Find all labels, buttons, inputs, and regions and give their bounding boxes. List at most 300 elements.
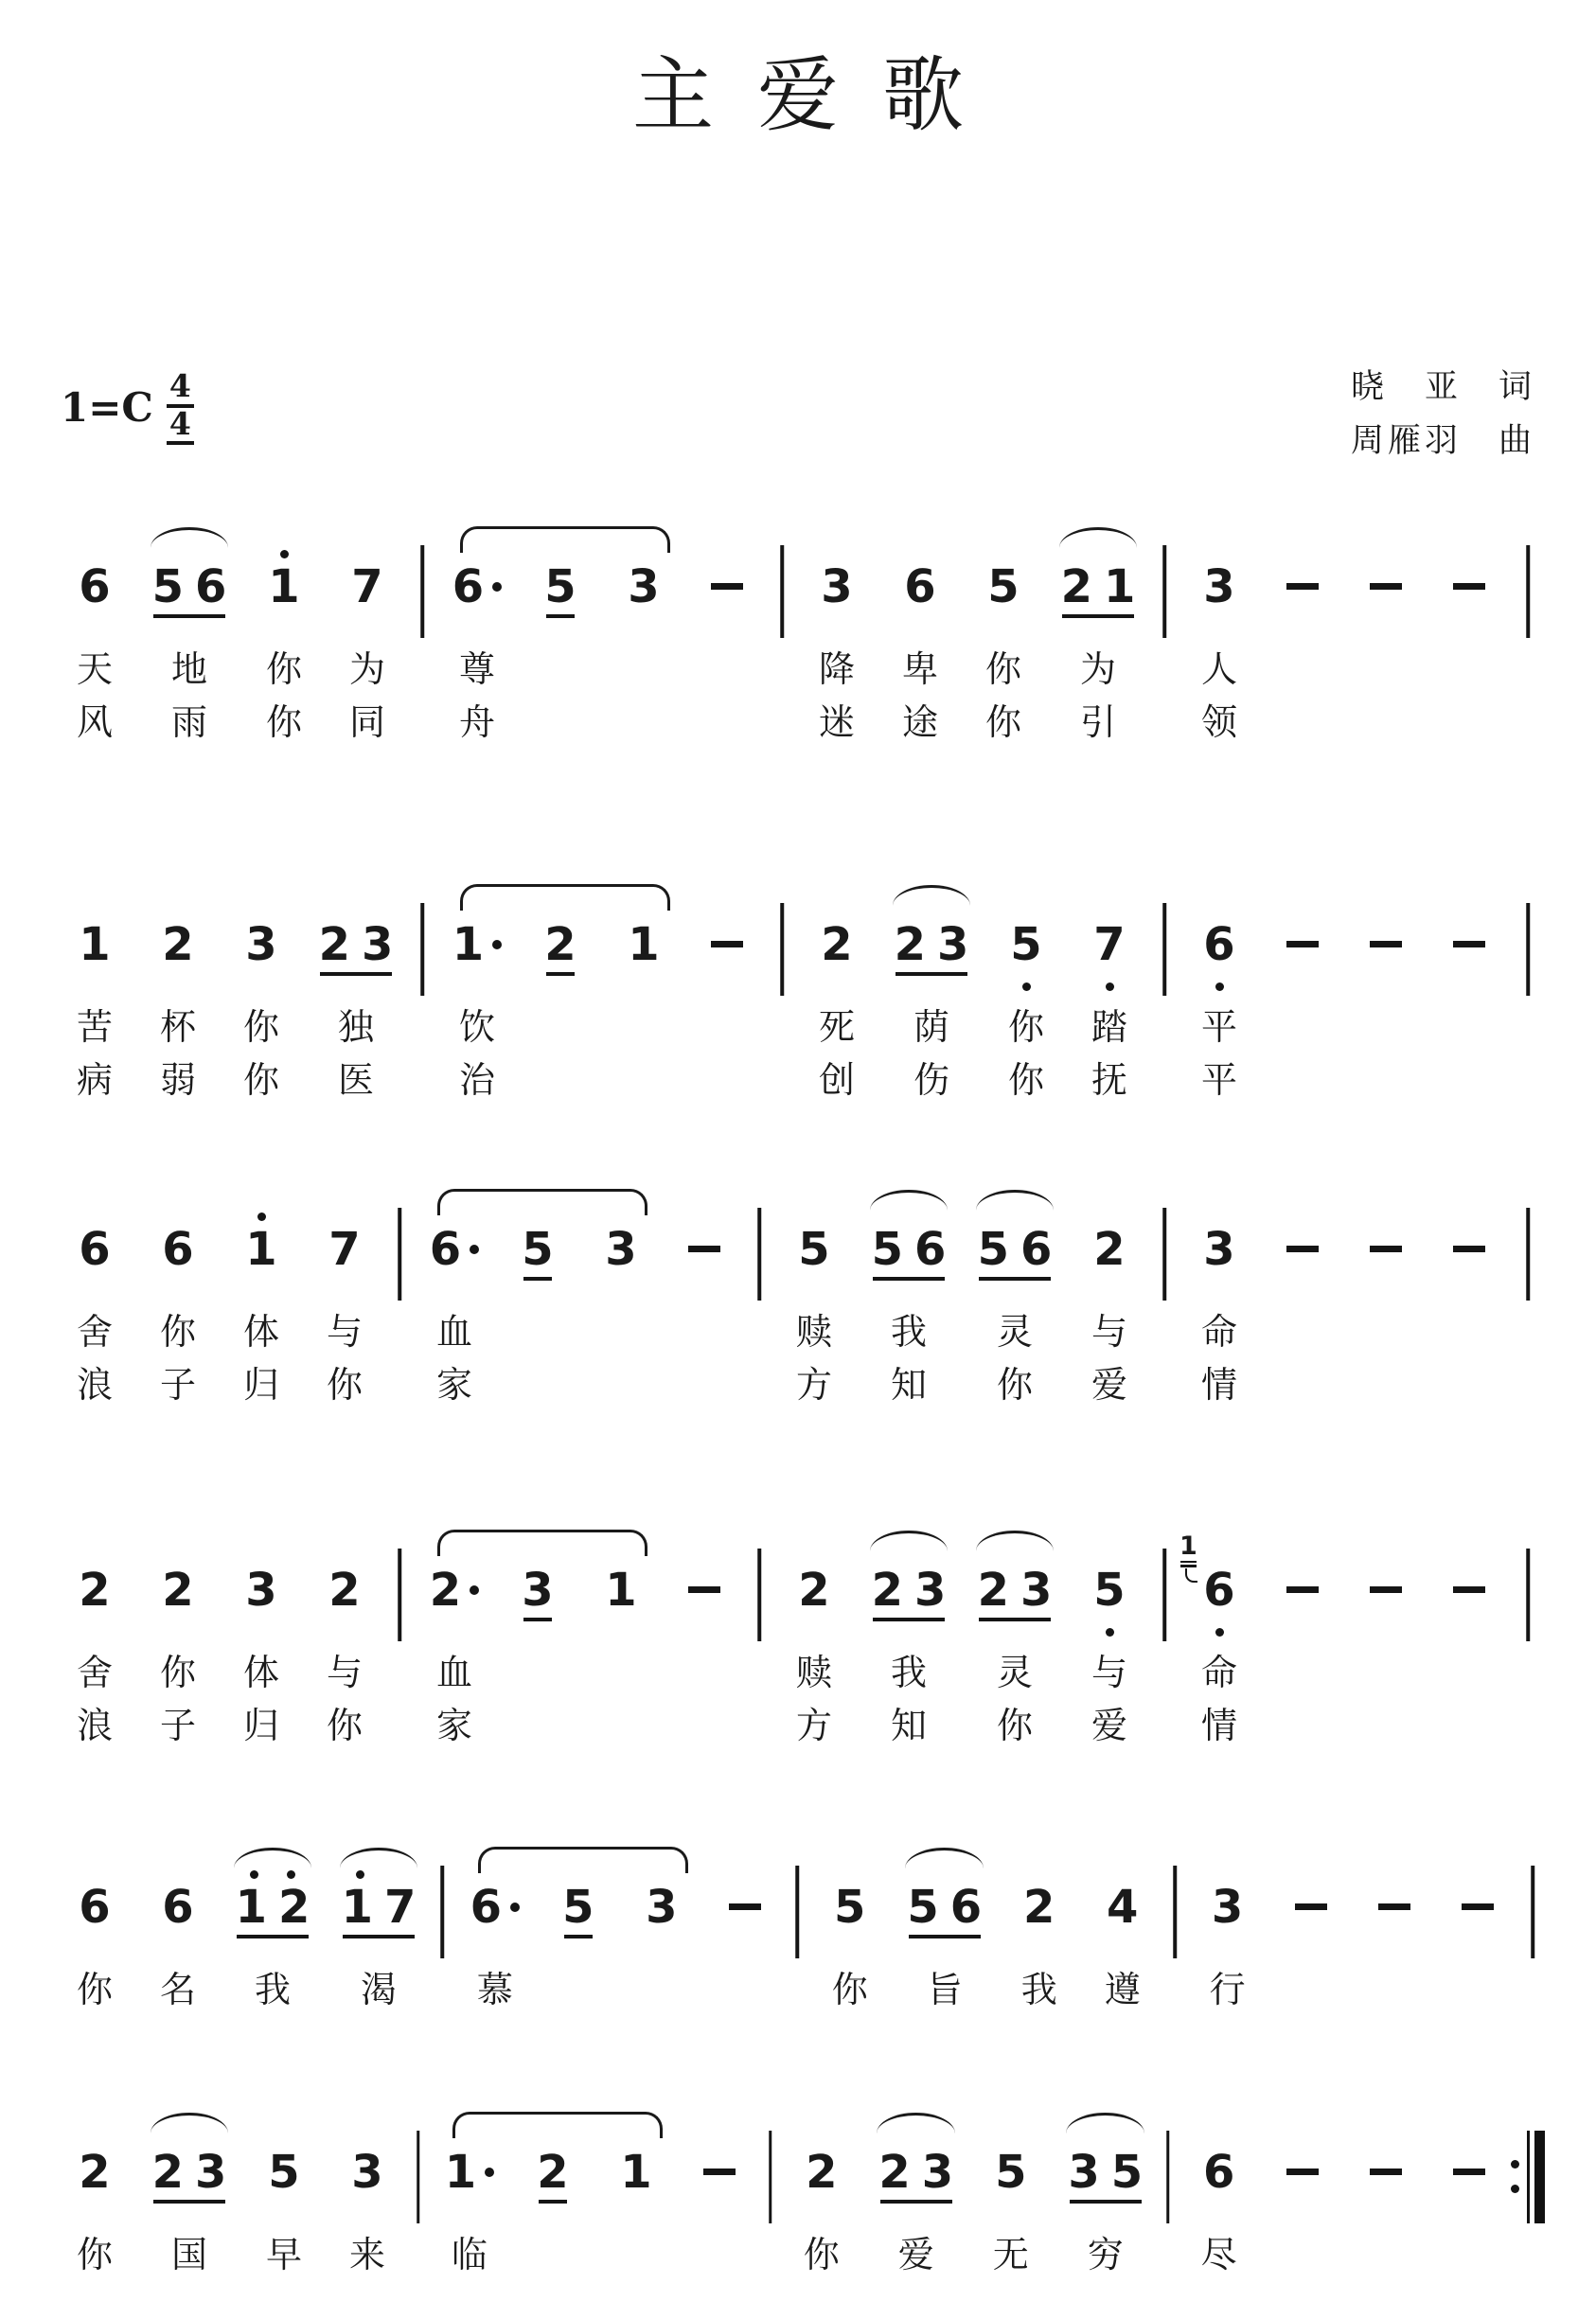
note-digit: 3 [1203, 559, 1235, 613]
lyric-char: 归 [242, 1705, 279, 1747]
note-group [856, 1189, 962, 1408]
lyric-char: 家 [435, 1705, 472, 1747]
lyric-char: 遵 [1104, 1969, 1141, 2011]
duration-dash [1462, 1903, 1494, 1910]
note-area [1428, 1189, 1511, 1302]
repeat-dot [1511, 2160, 1519, 2169]
note-digit: 1 [79, 917, 111, 971]
note-digit: 2 [328, 1563, 361, 1617]
lyric-char: 灵 [996, 1652, 1033, 1694]
lyric-char: 你 [831, 1969, 868, 2011]
note [242, 526, 326, 746]
lyric-char: 血 [435, 1311, 472, 1354]
note [984, 884, 1068, 1104]
lyric-char [496, 1355, 579, 1408]
thick-barline [1534, 2131, 1545, 2223]
note-digit: 5 [995, 2145, 1027, 2199]
note-digit: 1 [245, 1222, 277, 1276]
lyric-char: 途 [901, 701, 938, 744]
note-digit: 6 [429, 1222, 462, 1276]
slur [893, 885, 971, 906]
lyric-char [678, 2225, 761, 2278]
lyric-char: 你 [996, 1705, 1033, 1747]
duration-dash [1286, 1586, 1319, 1593]
lyric-char [1428, 1643, 1511, 1696]
duration-dash [729, 1903, 761, 1910]
augmentation-dot [470, 1245, 479, 1254]
note-digit: 2 [894, 917, 926, 971]
end-barline-cell [1511, 884, 1545, 1104]
note-digit: 6 [79, 1222, 111, 1276]
note-digit: 1 [444, 2145, 477, 2199]
duration-dash [711, 941, 743, 947]
lyric-char: 治 [458, 1059, 495, 1102]
note-area [1261, 1530, 1344, 1643]
barline [1526, 1549, 1530, 1641]
barline [1173, 1866, 1177, 1958]
note-digit: 1 [452, 917, 485, 971]
beam-line [237, 1935, 309, 1938]
lyric-char: 与 [1091, 1311, 1127, 1354]
note [496, 1189, 579, 1408]
note-area [1261, 884, 1344, 998]
duration-dash-cell [1428, 1530, 1511, 1749]
note-area [1178, 1530, 1261, 1643]
lyric-char [1344, 1643, 1428, 1696]
lyric-char: 我 [890, 1311, 927, 1354]
note-group [220, 1847, 326, 2013]
lyric-char [432, 1960, 453, 2013]
note-area [1151, 526, 1178, 640]
note-digit: 6 [904, 559, 936, 613]
note-area [136, 1530, 220, 1643]
lyric-char: 无 [992, 2234, 1029, 2276]
barline [398, 1549, 401, 1641]
beam-line [1070, 2200, 1142, 2204]
lyric-char: 早 [265, 2234, 302, 2276]
note-digit: 3 [605, 1222, 637, 1276]
lyric-char [1344, 1302, 1428, 1355]
note-digit: 6 [470, 1880, 503, 1934]
music-line [49, 526, 1547, 746]
lyric-char [1344, 2225, 1428, 2278]
composer-credit: 周雁羽 曲 [1350, 421, 1535, 460]
slur [1059, 527, 1138, 548]
lyric-char [602, 1051, 685, 1104]
duration-dash-cell [1428, 2112, 1511, 2278]
beam-line [343, 1935, 415, 1938]
lyric-char [1428, 1051, 1511, 1104]
note-digit: 2 [278, 1880, 310, 1934]
slur [437, 1189, 647, 1215]
measure [1186, 1847, 1519, 2013]
note-area [746, 1530, 772, 1643]
measure [772, 1189, 1151, 1408]
octave-dot [287, 1870, 295, 1879]
lyric-char: 我 [254, 1969, 291, 2011]
lyric-char [746, 1355, 772, 1408]
lyric-char [746, 1696, 772, 1749]
lyric-char: 赎 [795, 1652, 832, 1694]
duration-dash [1370, 583, 1402, 590]
measure [453, 1847, 787, 2013]
note-group [892, 1847, 998, 2013]
note-digit: 3 [921, 2145, 954, 2199]
octave-dot [250, 1870, 258, 1879]
beam-line [896, 972, 967, 976]
barline [441, 1866, 445, 1958]
lyric-char [1164, 1960, 1186, 2013]
note-digit: 3 [245, 917, 277, 971]
note-area [1151, 1189, 1178, 1302]
barline [769, 2131, 772, 2223]
lyric-char [579, 1643, 663, 1696]
note-digit: 6 [1202, 2145, 1235, 2199]
duration-dash-cell [1261, 2112, 1344, 2278]
lyric-char: 体 [242, 1652, 279, 1694]
slur [870, 1531, 949, 1551]
lyric-char [685, 1051, 769, 1104]
note-area [772, 1189, 856, 1302]
note-area [386, 1530, 413, 1643]
duration-dash [1370, 1586, 1402, 1593]
beam-line [1062, 614, 1134, 618]
lyric-char [1428, 1302, 1511, 1355]
note-area [1269, 1847, 1353, 1960]
note-area [1344, 1189, 1428, 1302]
lyric-char: 家 [435, 1364, 472, 1407]
lyric-char: 天 [76, 648, 113, 691]
lyric-char: 赎 [795, 1311, 832, 1354]
note-area [136, 2112, 242, 2225]
lyric-char: 情 [1200, 1364, 1237, 1407]
note [303, 1530, 386, 1749]
lyric-char: 慕 [476, 1969, 513, 2011]
lyric-char: 舍 [76, 1652, 113, 1694]
barline [757, 1549, 761, 1641]
lyric-char: 弱 [159, 1059, 196, 1102]
note-area [878, 526, 962, 640]
lyric-char [769, 640, 795, 693]
end-barline-cell [1519, 1847, 1547, 2013]
lyric-char: 你 [984, 648, 1021, 691]
lyric-char: 雨 [170, 701, 207, 744]
lyric-char: 病 [76, 1059, 113, 1102]
octave-dot [1022, 982, 1031, 991]
note-digit: 3 [362, 917, 394, 971]
measure [53, 526, 409, 746]
lyric-char: 你 [159, 1311, 196, 1354]
note-area [1261, 526, 1344, 640]
note [413, 1189, 496, 1408]
note-area [984, 884, 1068, 998]
lyric-char: 苦 [76, 1006, 113, 1049]
note-digit: 5 [522, 1222, 554, 1276]
slur [877, 2113, 955, 2133]
lyric-char [519, 693, 602, 746]
note [602, 526, 685, 746]
barline [1166, 2131, 1170, 2223]
note-area [1186, 1847, 1269, 1960]
note-group [303, 884, 409, 1104]
note [496, 1530, 579, 1749]
note-area [808, 1847, 892, 1960]
octave-dot [1215, 1628, 1224, 1637]
note-digit: 6 [1020, 1222, 1053, 1276]
note-digit: 2 [151, 2145, 184, 2199]
augmentation-dot [492, 582, 502, 592]
lyric-char [1151, 998, 1178, 1051]
lyric-char [519, 1051, 602, 1104]
lyric-char [409, 2225, 428, 2278]
note-group [878, 884, 984, 1104]
beam-line [564, 1935, 593, 1938]
note-digit: 6 [162, 1880, 194, 1934]
note-area [1511, 884, 1545, 998]
note [136, 1530, 220, 1749]
lyric-char [746, 1302, 772, 1355]
lyric-char: 临 [451, 2234, 488, 2276]
lyric-char: 命 [1200, 1652, 1237, 1694]
note-area [53, 1847, 136, 1960]
note-area [998, 1847, 1081, 1960]
slur [1066, 2113, 1144, 2133]
slur [460, 526, 670, 553]
note [220, 1530, 303, 1749]
lyric-char [1261, 1302, 1344, 1355]
barline-cell [769, 884, 795, 1104]
duration-dash [1286, 1246, 1319, 1252]
note-area [136, 1847, 220, 1960]
note [53, 1530, 136, 1749]
note-digit: 3 [914, 1563, 947, 1617]
measure [808, 1847, 1164, 2013]
note-group [1045, 526, 1151, 746]
duration-dash-cell [1261, 1189, 1344, 1408]
note [435, 526, 519, 746]
barline [1526, 1208, 1530, 1301]
note-digit: 2 [429, 1563, 462, 1617]
lyric-char: 你 [1007, 1006, 1044, 1049]
note-digit: 2 [1023, 1880, 1055, 1934]
note [53, 1847, 136, 2013]
note-area [136, 526, 242, 640]
lyric-char: 你 [242, 1006, 279, 1049]
note-area [1436, 1847, 1519, 1960]
note [1178, 2112, 1261, 2278]
measure [1178, 526, 1511, 746]
note-digit: 7 [351, 559, 383, 613]
note-area [220, 884, 303, 998]
barline-cell [1151, 884, 1178, 1104]
lyric-char: 名 [159, 1969, 196, 2011]
lyric-char [1261, 693, 1344, 746]
lyric-char [579, 1696, 663, 1749]
note [136, 884, 220, 1104]
note-digit: 5 [151, 559, 184, 613]
note [1178, 1189, 1261, 1408]
lyric-char [496, 1302, 579, 1355]
slur [437, 1530, 647, 1556]
note-digit: 3 [821, 559, 853, 613]
note-digit: 6 [79, 1880, 111, 1934]
lyric-char [1428, 1355, 1511, 1408]
lyric-char [579, 1302, 663, 1355]
lyric-char: 领 [1200, 701, 1237, 744]
lyric-char [685, 998, 769, 1051]
lyric-char: 降 [818, 648, 855, 691]
lyric-char: 平 [1200, 1006, 1237, 1049]
note-area [962, 1189, 1068, 1302]
lyric-char: 你 [1007, 1059, 1044, 1102]
note-digit: 5 [544, 559, 576, 613]
barline [1532, 1866, 1535, 1958]
lyric-char: 爱 [1091, 1705, 1127, 1747]
lyric-char [1428, 1696, 1511, 1749]
barline [780, 545, 784, 638]
lyric-char [1511, 998, 1545, 1051]
slur [151, 2113, 229, 2133]
slur [905, 1848, 984, 1868]
note [519, 884, 602, 1104]
barline-cell [1151, 1189, 1178, 1408]
note [579, 1530, 663, 1749]
note [1068, 1530, 1151, 1749]
lyric-char [1151, 693, 1178, 746]
octave-dot [280, 550, 289, 558]
song-title: 主爱歌 [632, 48, 1007, 143]
note-digit: 7 [328, 1222, 361, 1276]
measure [795, 526, 1151, 746]
note-area [1511, 2112, 1547, 2225]
note-digit: 3 [1211, 1880, 1244, 1934]
note-area [863, 2112, 969, 2225]
note [1068, 884, 1151, 1104]
lyric-char: 你 [996, 1364, 1033, 1407]
octave-dot [1215, 982, 1224, 991]
note-area [220, 1847, 326, 1960]
lyric-char: 尽 [1200, 2234, 1237, 2276]
note [1178, 1530, 1261, 1749]
note-area [780, 2112, 863, 2225]
lyric-char: 你 [326, 1364, 363, 1407]
note [303, 1189, 386, 1408]
duration-dash [1453, 2169, 1485, 2175]
note-group [962, 1530, 1068, 1749]
augmentation-dot [485, 2168, 494, 2177]
duration-dash-cell [685, 526, 769, 746]
lyric-char: 舟 [458, 701, 495, 744]
lyric-char [602, 998, 685, 1051]
note [53, 2112, 136, 2278]
note-area [663, 1189, 746, 1302]
duration-dash-cell [1344, 2112, 1428, 2278]
lyric-char [1344, 998, 1428, 1051]
lyric-char: 风 [76, 701, 113, 744]
note-digit: 6 [1203, 1563, 1235, 1617]
lyric-char [1511, 1302, 1545, 1355]
lyric-char: 死 [818, 1006, 855, 1049]
measure [53, 1847, 432, 2013]
lyric-char [1353, 1960, 1436, 2013]
measure [53, 1189, 386, 1408]
note [808, 1847, 892, 2013]
lyric-char [1261, 1643, 1344, 1696]
note-digit: 5 [1093, 1563, 1126, 1617]
note [998, 1847, 1081, 2013]
duration-dash-cell [1344, 526, 1428, 746]
lyric-char: 与 [326, 1652, 363, 1694]
lyric-char [1269, 1960, 1353, 2013]
lyric-char [1511, 2225, 1547, 2278]
note-digit: 1 [1104, 559, 1136, 613]
barline-cell [432, 1847, 453, 2013]
barline-cell [1151, 1530, 1178, 1749]
duration-dash-cell [1428, 1189, 1511, 1408]
lyric-char: 你 [326, 1705, 363, 1747]
lyric-char [663, 1696, 746, 1749]
note-area [220, 1189, 303, 1302]
lyric-char: 饮 [458, 1006, 495, 1049]
barline [420, 545, 424, 638]
duration-dash [1453, 583, 1485, 590]
note-area [409, 526, 435, 640]
note [326, 2112, 409, 2278]
duration-dash-cell [663, 1530, 746, 1749]
lyric-char [409, 640, 435, 693]
barline-cell [746, 1189, 772, 1408]
barline-cell [769, 526, 795, 746]
note-digit: 1 [268, 559, 300, 613]
lyric-char [769, 1051, 795, 1104]
note-digit: 6 [195, 559, 227, 613]
lyric-char [663, 1302, 746, 1355]
note-area [53, 884, 136, 998]
note-group [962, 1189, 1068, 1408]
grace-beam [1180, 1561, 1197, 1564]
note-area [1081, 1847, 1164, 1960]
barline-cell [409, 2112, 428, 2278]
slur [870, 1190, 949, 1211]
duration-dash-cell [678, 2112, 761, 2278]
beam-line [873, 1618, 945, 1621]
note-area [242, 526, 326, 640]
note-area [326, 2112, 409, 2225]
note-area [220, 1530, 303, 1643]
note-digit: 5 [987, 559, 1020, 613]
note [413, 1530, 496, 1749]
note [969, 2112, 1053, 2278]
lyric-char: 命 [1200, 1311, 1237, 1354]
note [136, 1847, 220, 2013]
duration-dash-cell [1353, 1847, 1436, 2013]
note [1081, 1847, 1164, 2013]
lyric-char: 情 [1200, 1705, 1237, 1747]
augmentation-dot [470, 1585, 479, 1595]
beam-line [523, 1618, 552, 1621]
note-digit: 2 [1060, 559, 1092, 613]
duration-dash-cell [1344, 1530, 1428, 1749]
duration-dash-cell [1261, 1530, 1344, 1749]
duration-dash [1453, 1586, 1485, 1593]
barline [780, 903, 784, 996]
duration-dash-cell [1436, 1847, 1519, 2013]
note-digit: 2 [1093, 1222, 1126, 1276]
note-digit: 6 [1203, 917, 1235, 971]
note-area [1261, 1189, 1344, 1302]
note [772, 1530, 856, 1749]
lyric-char [1428, 998, 1511, 1051]
